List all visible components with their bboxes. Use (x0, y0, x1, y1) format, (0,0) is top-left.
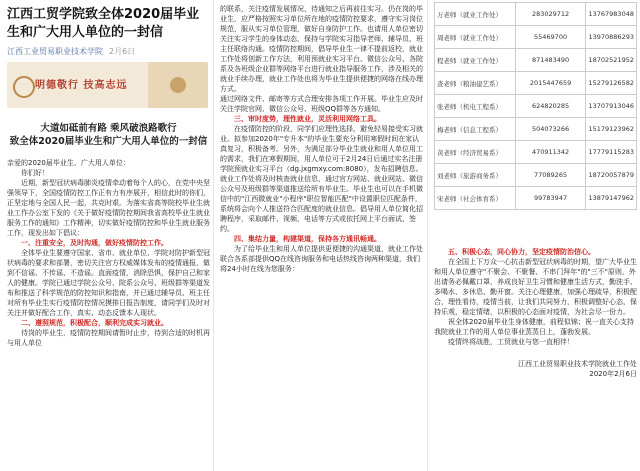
contact-phone-cell: 13767983048 (586, 3, 637, 26)
signature: 江西工业贸易职业技术学院就业工作处 (518, 360, 637, 368)
publish-date: 2月6日 (109, 47, 136, 56)
table-row (435, 187, 637, 210)
column-1 (0, 0, 213, 471)
letter-subtitle-line1: 大道如砥前有路 乘风破浪路歌行 (40, 123, 177, 134)
table-row (435, 118, 637, 141)
contact-qq-cell: 470911342 (515, 141, 586, 164)
contact-qq-cell: 77089265 (515, 164, 586, 187)
signature-date: 2020年2月6日 (589, 370, 637, 378)
contact-phone-cell: 13879147962 (586, 187, 637, 210)
contact-phone-cell: 13970886293 (586, 26, 637, 49)
column-2 (213, 0, 427, 471)
contact-qq-cell: 624820285 (515, 95, 586, 118)
heading-section-4: 四、集结力量，构建渠道，保持各方通讯畅通。 (234, 235, 381, 243)
paragraph-section-4: 为了给毕业生和用人单位提供更便捷的沟通渠道，就业工作处联合各系部提供QQ在线咨询服务和电话热线咨询两种渠道，我们将24小时在线为您服务： (220, 245, 423, 273)
contact-name-cell: 周老师（就业工作处） (435, 26, 516, 49)
paragraph-closing: 疫情终将战胜，工贸就业与您一直相伴！ (448, 338, 574, 346)
contact-qq-cell: 871483490 (515, 49, 586, 72)
letter-body-part2 (220, 4, 423, 274)
contact-qq-cell: 55469700 (515, 26, 586, 49)
contact-phone-cell: 15179123962 (586, 118, 637, 141)
heading-section-2: 二、遵照规范，积极配合，顺利完成实习就业。 (21, 319, 168, 327)
paragraph-wishes: 祝全体2020届毕业生身体健康，前程似锦；祝一直关心支持我院就业工作的用人单位事业蒸蒸日上，蓬勃发展。 (434, 318, 634, 336)
table-row (435, 26, 637, 49)
table-row (435, 141, 637, 164)
contact-name-cell: 程老师（就业工作处） (435, 49, 516, 72)
contact-name-cell: 梅老师（信息工程系） (435, 118, 516, 141)
contact-name-cell: 查老师（粮油建艺系） (435, 72, 516, 95)
banner-emblem-icon (170, 77, 186, 93)
school-banner-image (7, 62, 208, 108)
heading-section-1: 一、注重安全，及时沟通，做好疫情防控工作。 (21, 239, 168, 247)
contact-name-cell: 万老师（就业工作处） (435, 3, 516, 26)
table-row (435, 49, 637, 72)
school-logo-icon (13, 76, 35, 98)
heading-section-3: 三、审时度势，理性就业，灵活利用网络工具。 (234, 115, 381, 123)
account-name-link[interactable]: 江西工业贸易职业技术学院 (7, 47, 103, 56)
paragraph-intro: 近期，新型冠状病毒肺炎疫情牵动着每个人的心，在党中央坚强领导下，全国疫情防控工作正有力有序展开，相信此时的你们，正坚定地与全国人民一起，共克时艰。为落实省高等院校毕业生就业工作办公室下发的《关于做好疫情防控期间我省高校毕业生就业服务工作的通知》工作精神，切实做好疫情防控和毕业生就业服务工作，现发出如下倡议： (7, 179, 210, 237)
paragraph-section-2-start: 待岗的毕业生，疫情防控期间请暂时止步，待到合适的时机再与用人单位 (7, 329, 210, 347)
letter-body-part3 (434, 247, 637, 379)
contact-qq-cell: 2015447659 (515, 72, 586, 95)
contact-qq-cell: 283029712 (515, 3, 586, 26)
contact-table (434, 2, 637, 210)
salutation: 亲爱的2020届毕业生、广大用人单位： (7, 159, 130, 167)
article-title: 江西工贸学院致全体2020届毕业生和广大用人单位的一封信 (7, 7, 200, 40)
contact-phone-cell: 13707913046 (586, 95, 637, 118)
table-row (435, 3, 637, 26)
greeting: 你们好！ (21, 169, 49, 177)
paragraph-section-2-end: 通过网络文件、邮寄等方式合理安排各项工作开展。毕业生应及时关注学院官网、微信公众号、班级QQ群等各方通知。 (220, 95, 423, 113)
table-row (435, 72, 637, 95)
letter-subtitle-line2: 致全体2020届毕业生和广大用人单位的一封信 (9, 136, 208, 147)
table-row (435, 164, 637, 187)
paragraph-section-1: 全体毕业生要遵守国家、省市、就业单位、学院对防护新型冠状病毒的要求和部署，密切关注官方权威媒体发布的疫情通报，做到不信谣、不传谣、不造谣。直面疫情，消除恐惧，保护自己和家人的健康。学院已通过学院公众号、院系公众号、班级群等渠道发布和推送了科学规范的防控知识和指南，并已通过辅导员、班主任对所有毕业生实行疫情防控情况摸排日报告制度，请同学们及时对关注并做好配合工作，真实、动态反馈本人现状。 (7, 249, 210, 317)
letter-body-part1 (7, 158, 210, 348)
heading-section-5: 五、积极心态，同心协力，坚定疫情防治信心。 (448, 248, 595, 256)
paragraph-section-2-cont: 的联系，关注疫情发展情况，待通知之后再前往实习。仍在岗的毕业生，应严格按照实习单位所在地的疫情防控要求，遵守实习岗位规范，服从实习单位管理，做好自身防护工作。也请用人单位密切关注实习学生的身体动态，保持与学院实习指导老师、辅导员、班主任联络沟通。疫情防控期间，倡导毕业生一律不提前返校，就业工作处将创新工作方法，利用预就业实习平台、微信公众号、各院系及各班级企业群等网络平台进行就业指导服务工作，涉及相关的就业手续办理，就业工作处也将为毕业生提供便捷的网络在线办理方式。 (220, 5, 423, 93)
contact-phone-cell: 18702521952 (586, 49, 637, 72)
contact-name-cell: 宋老师（社会体育系） (435, 187, 516, 210)
contact-phone-cell: 18720057879 (586, 164, 637, 187)
column-3 (427, 0, 640, 471)
contact-phone-cell: 17779115283 (586, 141, 637, 164)
table-row (435, 95, 637, 118)
article-meta (7, 46, 135, 57)
contact-qq-cell: 99783947 (515, 187, 586, 210)
contact-name-cell: 张老师（机电工程系） (435, 95, 516, 118)
paragraph-section-3: 在疫情防控的阶段，同学们应理性选择，避免轻易接受实习就业。拟参加2020年"专升本"的毕业生要充分利用寒假时间在家认真复习，积极备考。另外，为满足部分毕业生就业和用人单位用工的需求，我们在寒假期间，用人单位可于2月24日后通过实名注册学院预就业实习平台（dg.jxgmxy.com:8080），发布招聘信息。就业工作处将及时核查就业信息，通过官方网站、就业网站、微信公众号及班级群等渠道推送给所有毕业生。毕业生也可以在手机微信中的"江西微就业"小程序"职位智能匹配"中设置职位匹配条件，系统将会向个人推送符合匹配度的就业信息。倡导用人单位简化招聘程序，采取邮件、视频、电话等方式或依托网上平台面试、签约。 (220, 125, 423, 233)
contact-name-cell: 刘老师（旅游商务系） (435, 164, 516, 187)
contact-qq-cell: 504073266 (515, 118, 586, 141)
contact-name-cell: 黄老师（经济贸易系） (435, 141, 516, 164)
contact-phone-cell: 15279126582 (586, 72, 637, 95)
paragraph-section-5: 在全国上下万众一心抗击新型冠状病毒的时期，望广大毕业生和用人单位遵守"不聚会、不聚餐、不串门拜年"的"三不"原则，外出请务必佩戴口罩，养成良好卫生习惯和健康生活方式，勤洗手、多喝水、多休息、勤开窗。关注心理健康，加强心理疏导，积极配合，理性看待，疫情当前，让我们共同努力，积极调整好心态，保持乐观，稳定情绪，以积极的心态面对疫情，为社会尽一份力。 (434, 258, 637, 316)
banner-motto: 明德敬行 技高志远 (35, 80, 128, 91)
